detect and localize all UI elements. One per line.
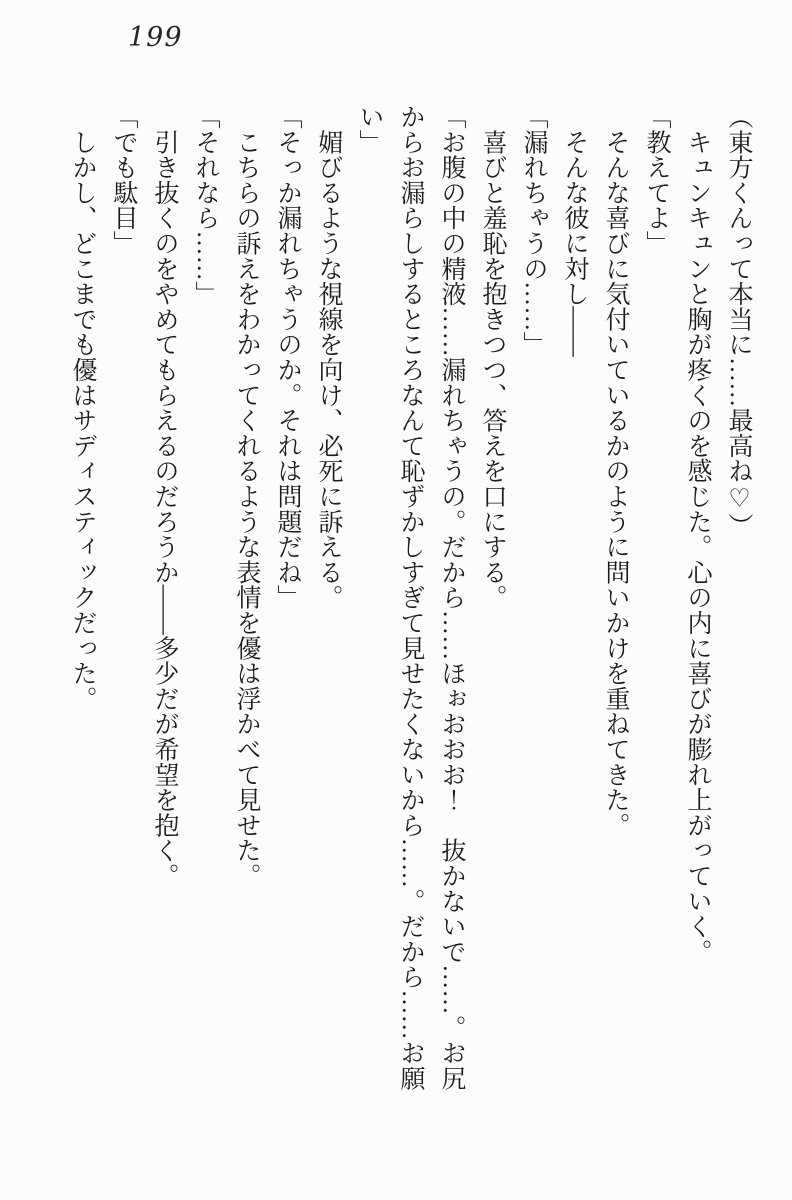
paragraph-dialogue: 「そっか漏れちゃうのか。それは問題だね」 — [274, 104, 301, 610]
paragraph-narration: しかし、どこまでも優はサディスティックだった。 — [69, 104, 96, 712]
paragraph-dialogue: 「漏れちゃうの……」 — [520, 104, 547, 357]
paragraph-dialogue: 「それなら……」 — [192, 104, 219, 307]
paragraph-dialogue: 「教えてよ」 — [643, 104, 670, 256]
paragraph-thought: （東方くんって本当に……最高ね♡） — [725, 104, 752, 539]
paragraph-dialogue: 「でも駄目」 — [110, 104, 137, 256]
body-text-block — [62, 104, 759, 1092]
paragraph-dialogue: 「お腹の中の精液……漏れちゃうの。だから……ほぉおおお！ 抜かないで……。お尻からお漏らしするところなんて恥ずかしすぎて見せたくないから……。だから……お願い」 — [356, 104, 465, 1091]
paragraph-narration: 引き抜くのをやめてもらえるのだろうか——多少だが希望を抱く。 — [151, 104, 178, 889]
paragraph-narration: そんな喜びに気付いているかのように問いかけを重ねてきた。 — [602, 104, 629, 838]
paragraph-narration: こちらの訴えをわかってくれるような表情を優は浮かべて見せた。 — [233, 104, 260, 889]
paragraph-narration: キュンキュンと胸が疼くのを感じた。心の内に喜びが膨れ上がっていく。 — [684, 104, 711, 965]
paragraph-narration: 媚びるような視線を向け、必死に訴える。 — [315, 104, 342, 610]
page-number: 199 — [128, 22, 183, 53]
paragraph-narration: そんな彼に対し—— — [561, 104, 588, 357]
paragraph-narration: 喜びと羞恥を抱きつつ、答えを口にする。 — [479, 104, 506, 610]
